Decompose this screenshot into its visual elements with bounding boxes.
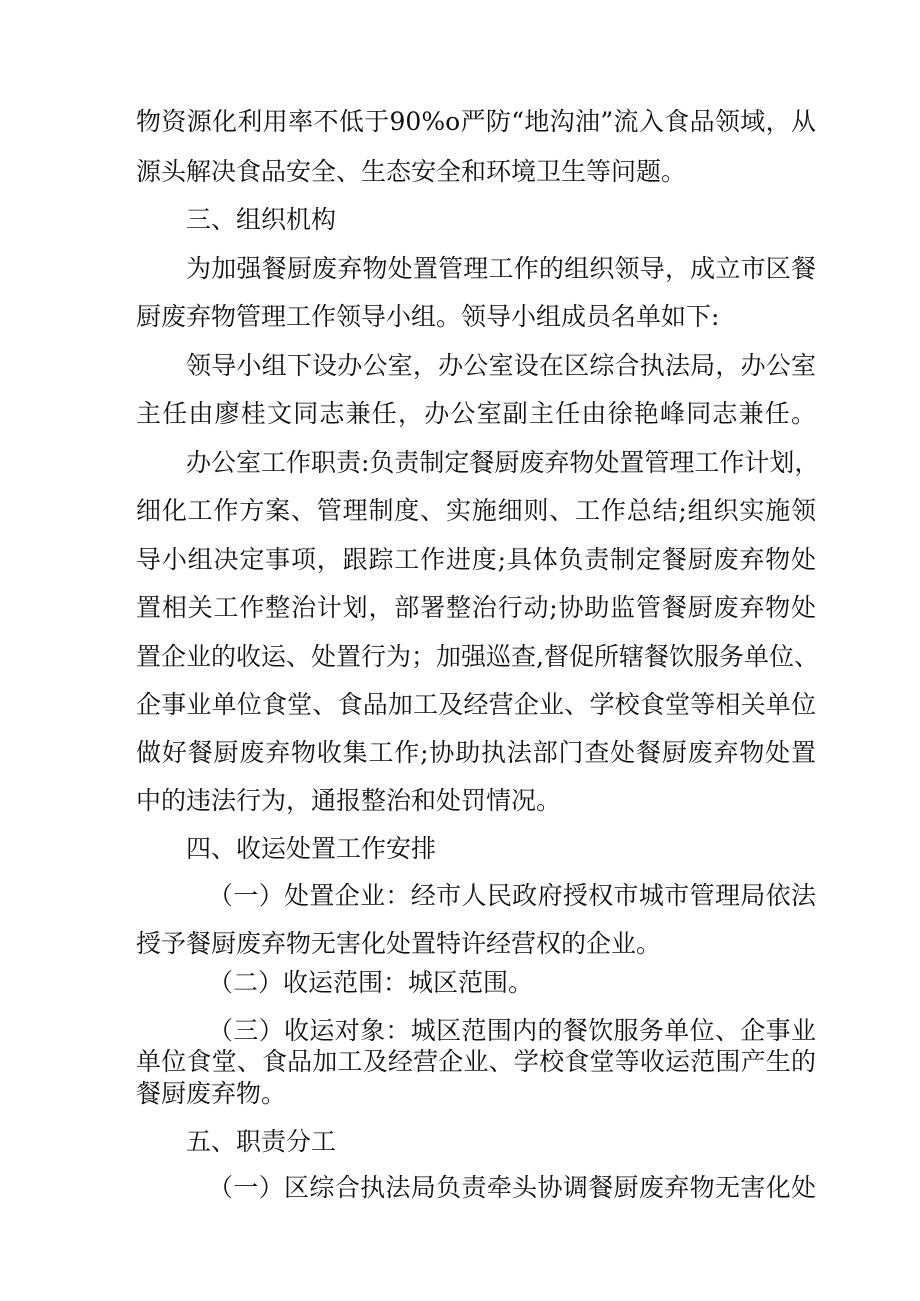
text-line: 置相关工作整治计划，部署整治行动;协助监管餐厨废弃物处 xyxy=(136,593,816,622)
text-line: 源头解决食品安全、生态安全和环境卫生等问题。 xyxy=(136,157,687,186)
text-line: 导小组决定事项，跟踪工作进度;具体负责制定餐厨废弃物处 xyxy=(136,545,816,574)
text-line: 办公室工作职责:负责制定餐厨废弃物处置管理工作计划， xyxy=(186,448,820,477)
text-line: 做好餐厨废弃物收集工作;协助执法部门查处餐厨废弃物处置 xyxy=(136,738,816,767)
text-line: （一）处置企业：经市人民政府授权市城市管理局依法 xyxy=(208,881,816,910)
text-line: 单位食堂、食品加工及经营企业、学校食堂等收运范围产生的 xyxy=(136,1047,816,1076)
text-line: （三）收运对象：城区范围内的餐饮服务单位、企事业 xyxy=(208,1016,816,1045)
text-line: 中的违法行为，通报整治和处罚情况。 xyxy=(136,786,562,815)
section-heading: 五、职责分工 xyxy=(186,1127,337,1156)
text-line: 为加强餐厨废弃物处置管理工作的组织领导，成立市区餐 xyxy=(186,254,816,283)
section-heading: 四、收运处置工作安排 xyxy=(186,834,437,863)
text-line: 细化工作方案、管理制度、实施细则、工作总结;组织实施领 xyxy=(136,496,816,525)
text-line: 主任由廖桂文同志兼任，办公室副主任由徐艳峰同志兼任。 xyxy=(136,399,816,428)
text-line: 置企业的收运、处置行为；加强巡查,督促所辖餐饮服务单位、 xyxy=(136,642,819,671)
text-line: 企事业单位食堂、食品加工及经营企业、学校食堂等相关单位 xyxy=(136,690,816,719)
text-line: （二）收运范围：城区范围。 xyxy=(208,968,534,997)
text-line: 领导小组下设办公室，办公室设在区综合执法局，办公室 xyxy=(186,351,816,380)
text-line: 授予餐厨废弃物无害化处置特许经营权的企业。 xyxy=(136,929,662,958)
text-line: 物资源化利用率不低于90%o严防“地沟油”流入食品领域，从 xyxy=(136,107,816,136)
section-heading: 三、组织机构 xyxy=(186,205,337,234)
text-line: 厨废弃物管理工作领导小组。领导小组成员名单如下: xyxy=(136,302,720,331)
text-line: （一）区综合执法局负责牵头协调餐厨废弃物无害化处 xyxy=(208,1173,816,1202)
text-line: 餐厨废弃物。 xyxy=(136,1079,287,1108)
